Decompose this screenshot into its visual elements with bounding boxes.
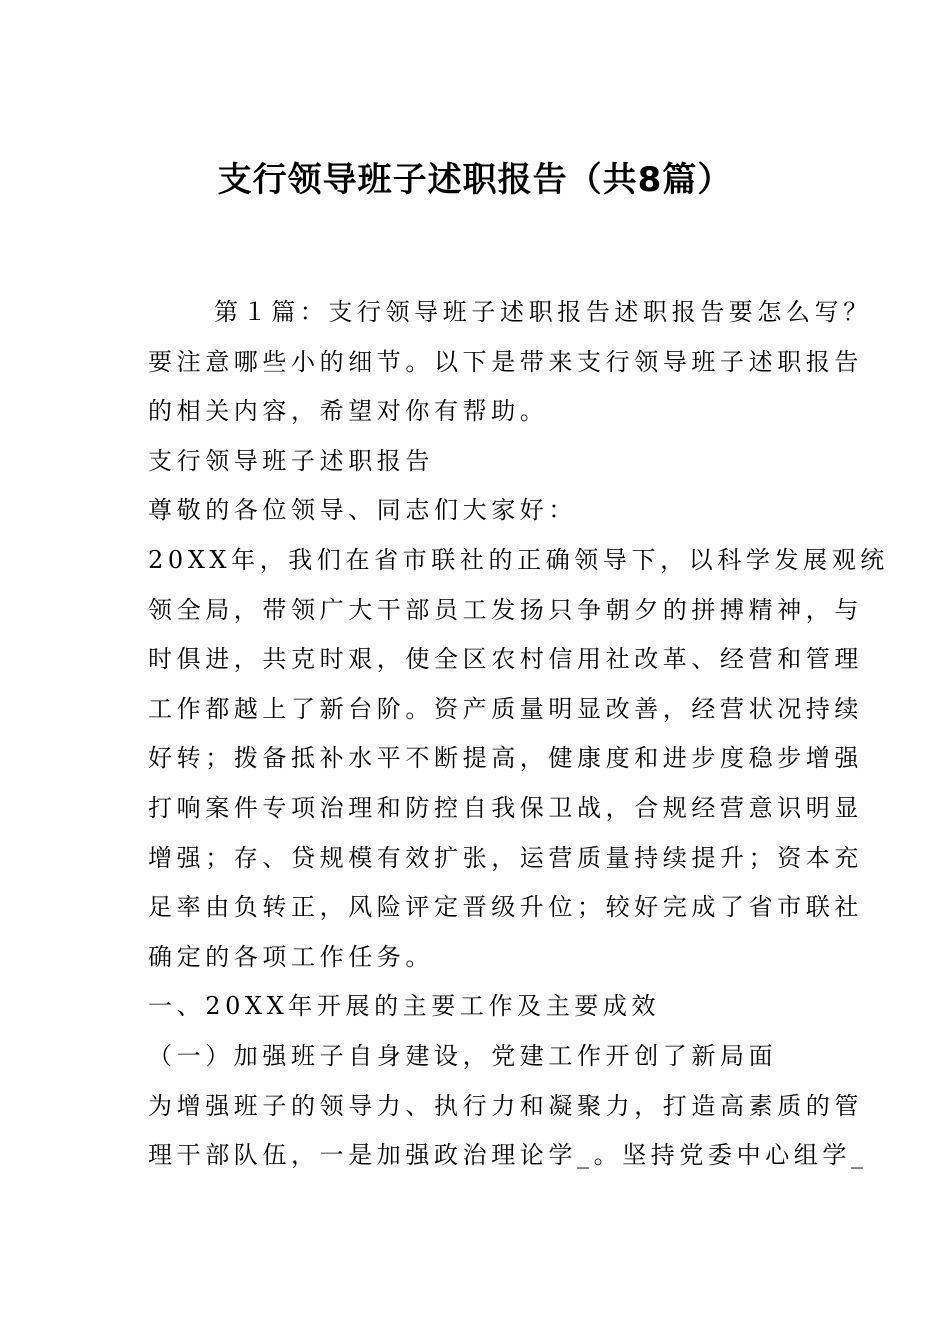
document-body — [148, 288, 889, 1181]
paragraph-line: 打响案件专项治理和防控自我保卫战，合规经营意识明显 — [148, 793, 863, 822]
paragraph-line: 确定的各项工作任务。 — [148, 942, 434, 971]
paragraph-line: 增强；存、贷规模有效扩张，运营质量持续提升；资本充 — [148, 843, 863, 872]
paragraph-line: 领全局，带领广大干部员工发扬只争朝夕的拼搏精神，与 — [148, 595, 863, 624]
salutation: 尊敬的各位领导、同志们大家好： — [148, 496, 577, 525]
document-title: 支行领导班子述职报告（共8篇） — [217, 160, 733, 200]
paragraph-line: 工作都越上了新台阶。资产质量明显改善，经营状况持续 — [148, 694, 863, 723]
paragraph-line: 理干部队伍，一是加强政治理论学_。坚持党委中心组学_ — [148, 1141, 868, 1170]
paragraph-line: 的相关内容，希望对你有帮助。 — [148, 397, 549, 426]
paragraph-line: 要注意哪些小的细节。以下是带来支行领导班子述职报告 — [148, 347, 863, 376]
paragraph-line: 为增强班子的领导力、执行力和凝聚力，打造高素质的管 — [148, 1091, 863, 1120]
section-heading: 支行领导班子述职报告 — [148, 446, 434, 475]
paragraph-line: 好转；拨备抵补水平不断提高，健康度和进步度稳步增强 — [148, 744, 863, 773]
subsection-heading: （一）加强班子自身建设，党建工作开创了新局面 — [148, 1041, 778, 1070]
paragraph-line: 第１篇：支行领导班子述职报告述职报告要怎么写？ — [214, 298, 872, 326]
paragraph-line: 足率由负转正，风险评定晋级升位；较好完成了省市联社 — [148, 893, 863, 922]
section-heading: 一、20XX年开展的主要工作及主要成效 — [148, 992, 661, 1021]
paragraph-line: 时俱进，共克时艰，使全区农村信用社改革、经营和管理 — [148, 645, 863, 674]
paragraph-line: 20XX年，我们在省市联社的正确领导下，以科学发展观统 — [148, 545, 889, 574]
